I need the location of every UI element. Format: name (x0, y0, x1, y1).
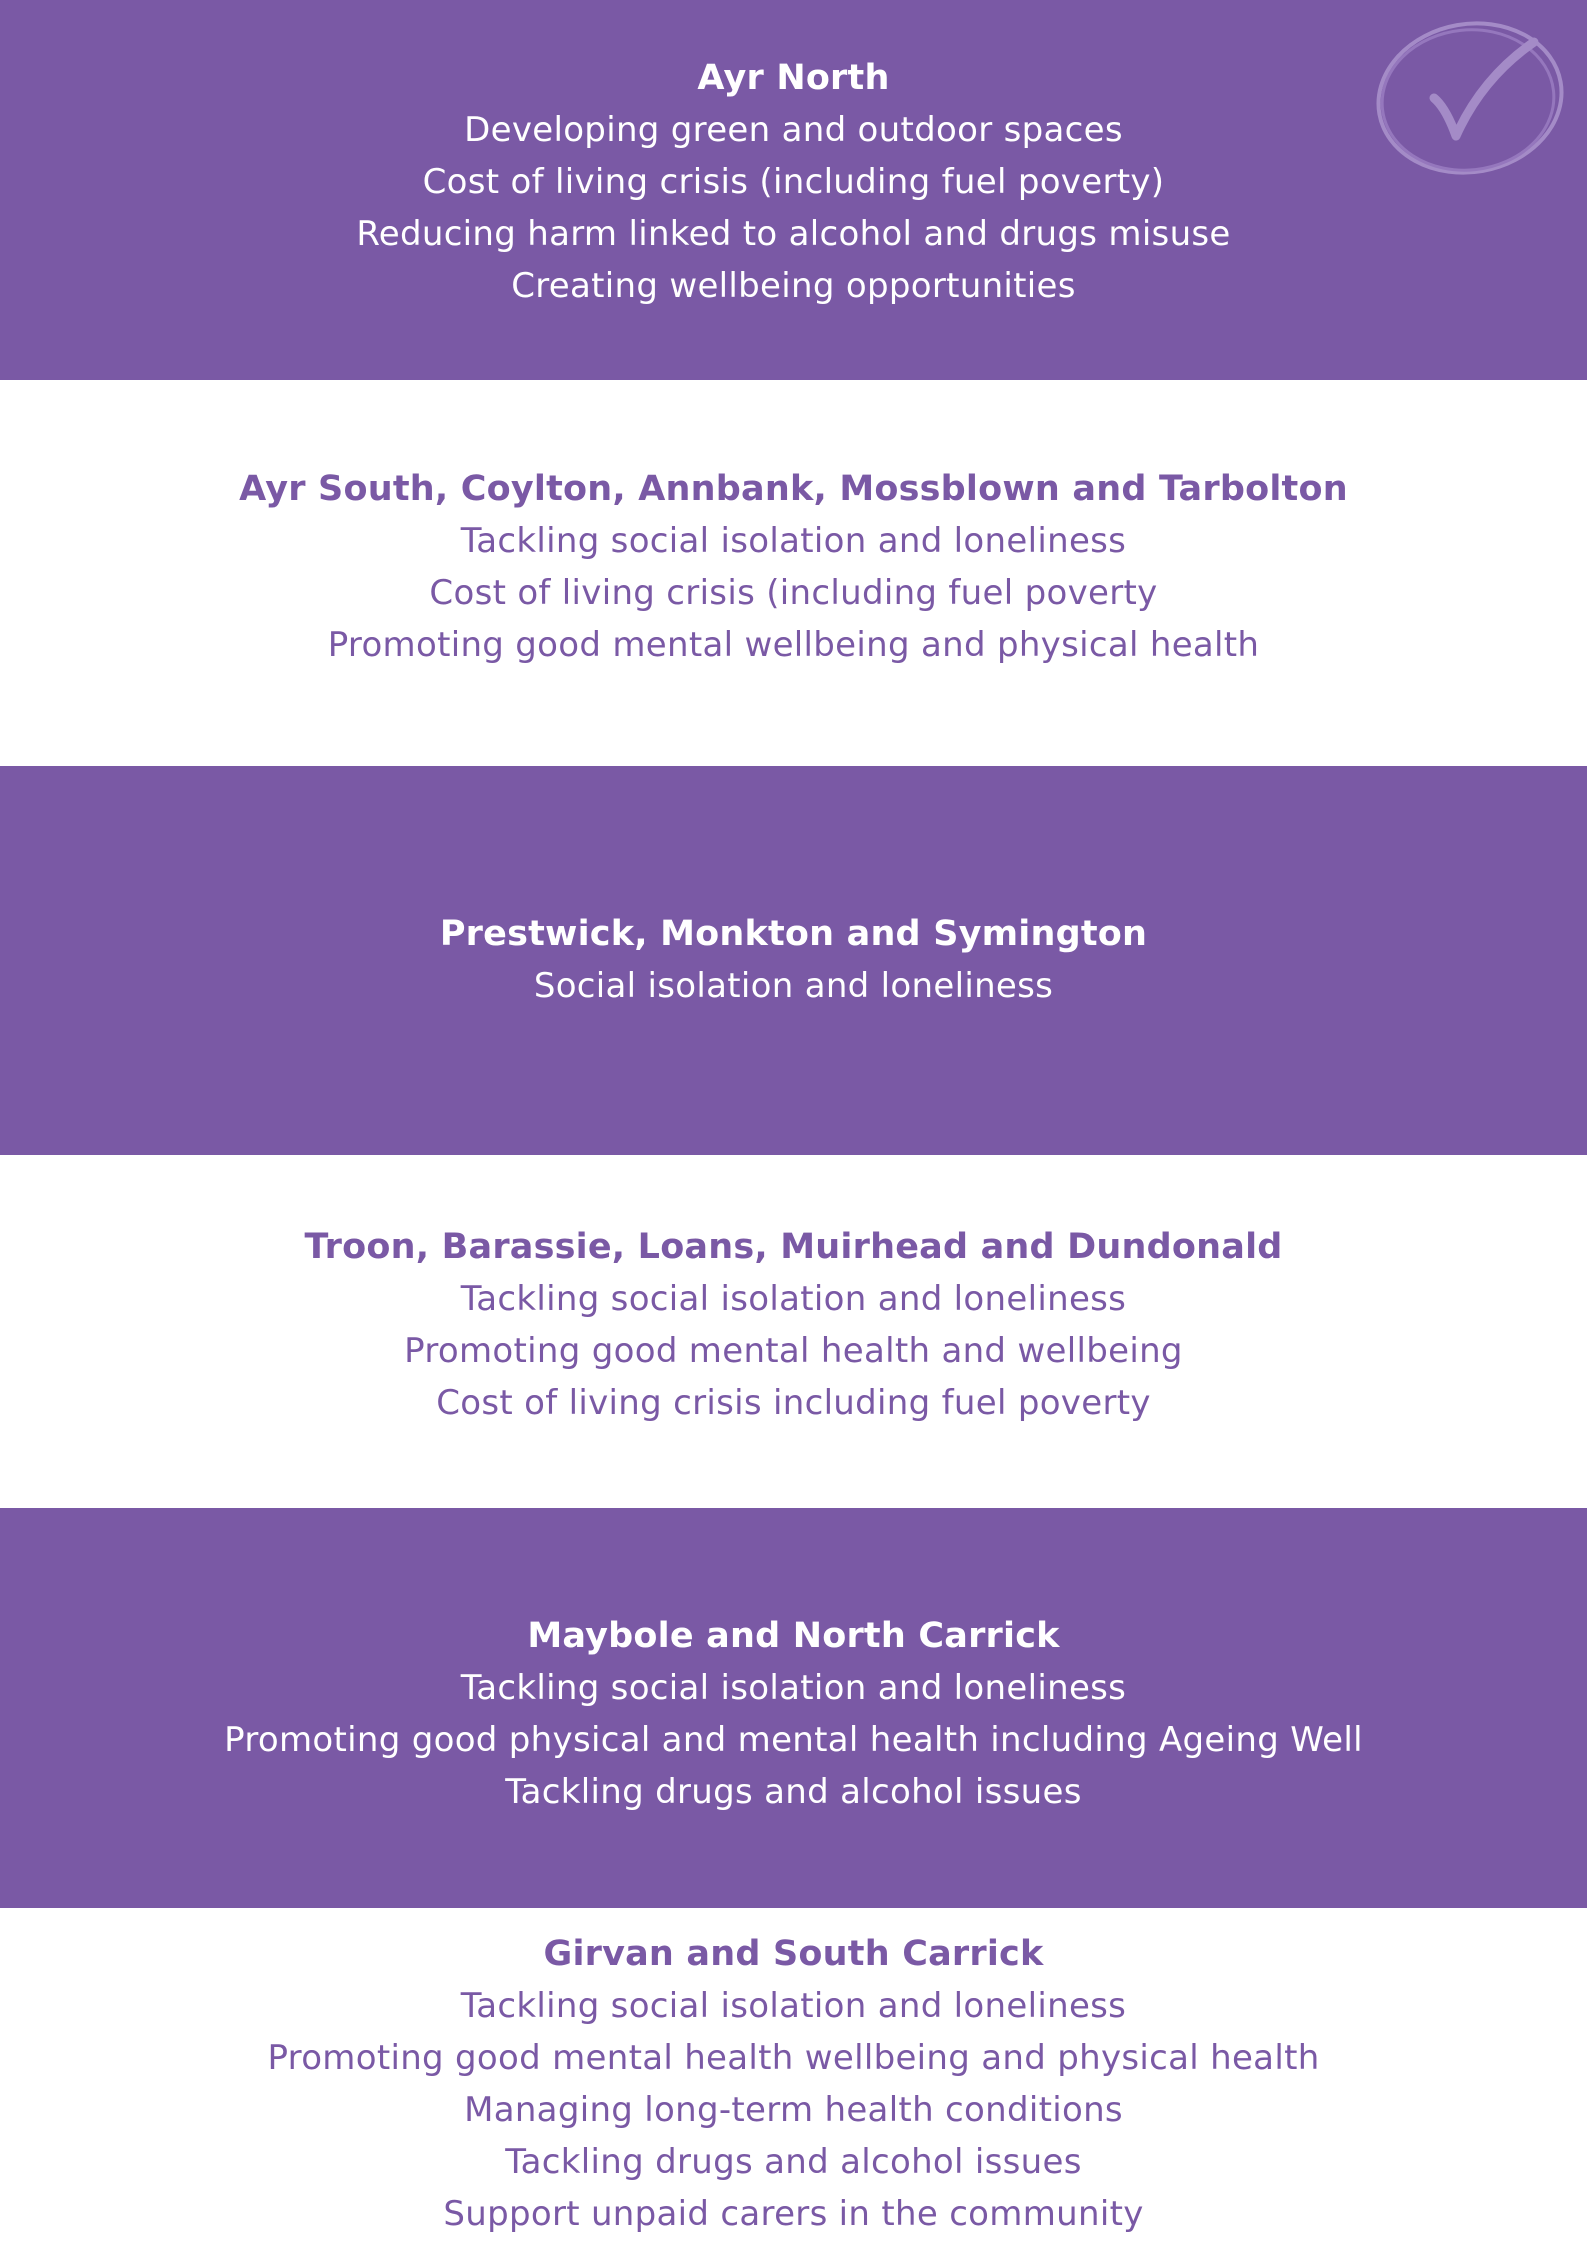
priority-item: Cost of living crisis (including fuel poverty (429, 573, 1158, 613)
section-heading: Girvan and South Carrick (543, 1934, 1044, 1974)
priority-item: Tackling social isolation and loneliness (460, 1668, 1127, 1708)
priority-item: Promoting good physical and mental health including Ageing Well (224, 1720, 1363, 1760)
section-heading: Troon, Barassie, Loans, Muirhead and Dundonald (304, 1227, 1283, 1267)
priority-item: Managing long-term health conditions (464, 2090, 1123, 2130)
priority-item: Support unpaid carers in the community (443, 2194, 1144, 2234)
priority-item: Tackling drugs and alcohol issues (505, 2142, 1082, 2182)
priority-item: Social isolation and loneliness (533, 966, 1054, 1006)
section-heading: Ayr South, Coylton, Annbank, Mossblown and Tarbolton (239, 469, 1348, 509)
section-prestwick (0, 766, 1587, 1155)
priority-item: Cost of living crisis including fuel poverty (436, 1383, 1151, 1423)
section-ayr-south (0, 380, 1587, 766)
priority-item: Cost of living crisis (including fuel poverty) (422, 162, 1165, 202)
section-girvan (0, 1908, 1587, 2245)
priority-item: Tackling social isolation and loneliness (460, 1986, 1127, 2026)
priority-item: Creating wellbeing opportunities (511, 266, 1076, 306)
section-maybole (0, 1508, 1587, 1908)
section-heading: Prestwick, Monkton and Symington (439, 914, 1148, 954)
checkmark-circle-icon (1372, 18, 1568, 178)
section-heading: Maybole and North Carrick (527, 1616, 1060, 1656)
priority-item: Reducing harm linked to alcohol and drugs misuse (356, 214, 1231, 254)
priority-item: Tackling social isolation and loneliness (460, 521, 1127, 561)
section-heading: Ayr North (697, 58, 890, 98)
priority-item: Promoting good mental health and wellbeing (404, 1331, 1183, 1371)
section-troon (0, 1155, 1587, 1508)
section-ayr-north (0, 0, 1587, 380)
priority-item: Promoting good mental health wellbeing and physical health (267, 2038, 1320, 2078)
priority-item: Promoting good mental wellbeing and physical health (327, 625, 1260, 665)
priority-item: Tackling social isolation and loneliness (460, 1279, 1127, 1319)
priority-item: Tackling drugs and alcohol issues (505, 1772, 1082, 1812)
priority-item: Developing green and outdoor spaces (464, 110, 1123, 150)
